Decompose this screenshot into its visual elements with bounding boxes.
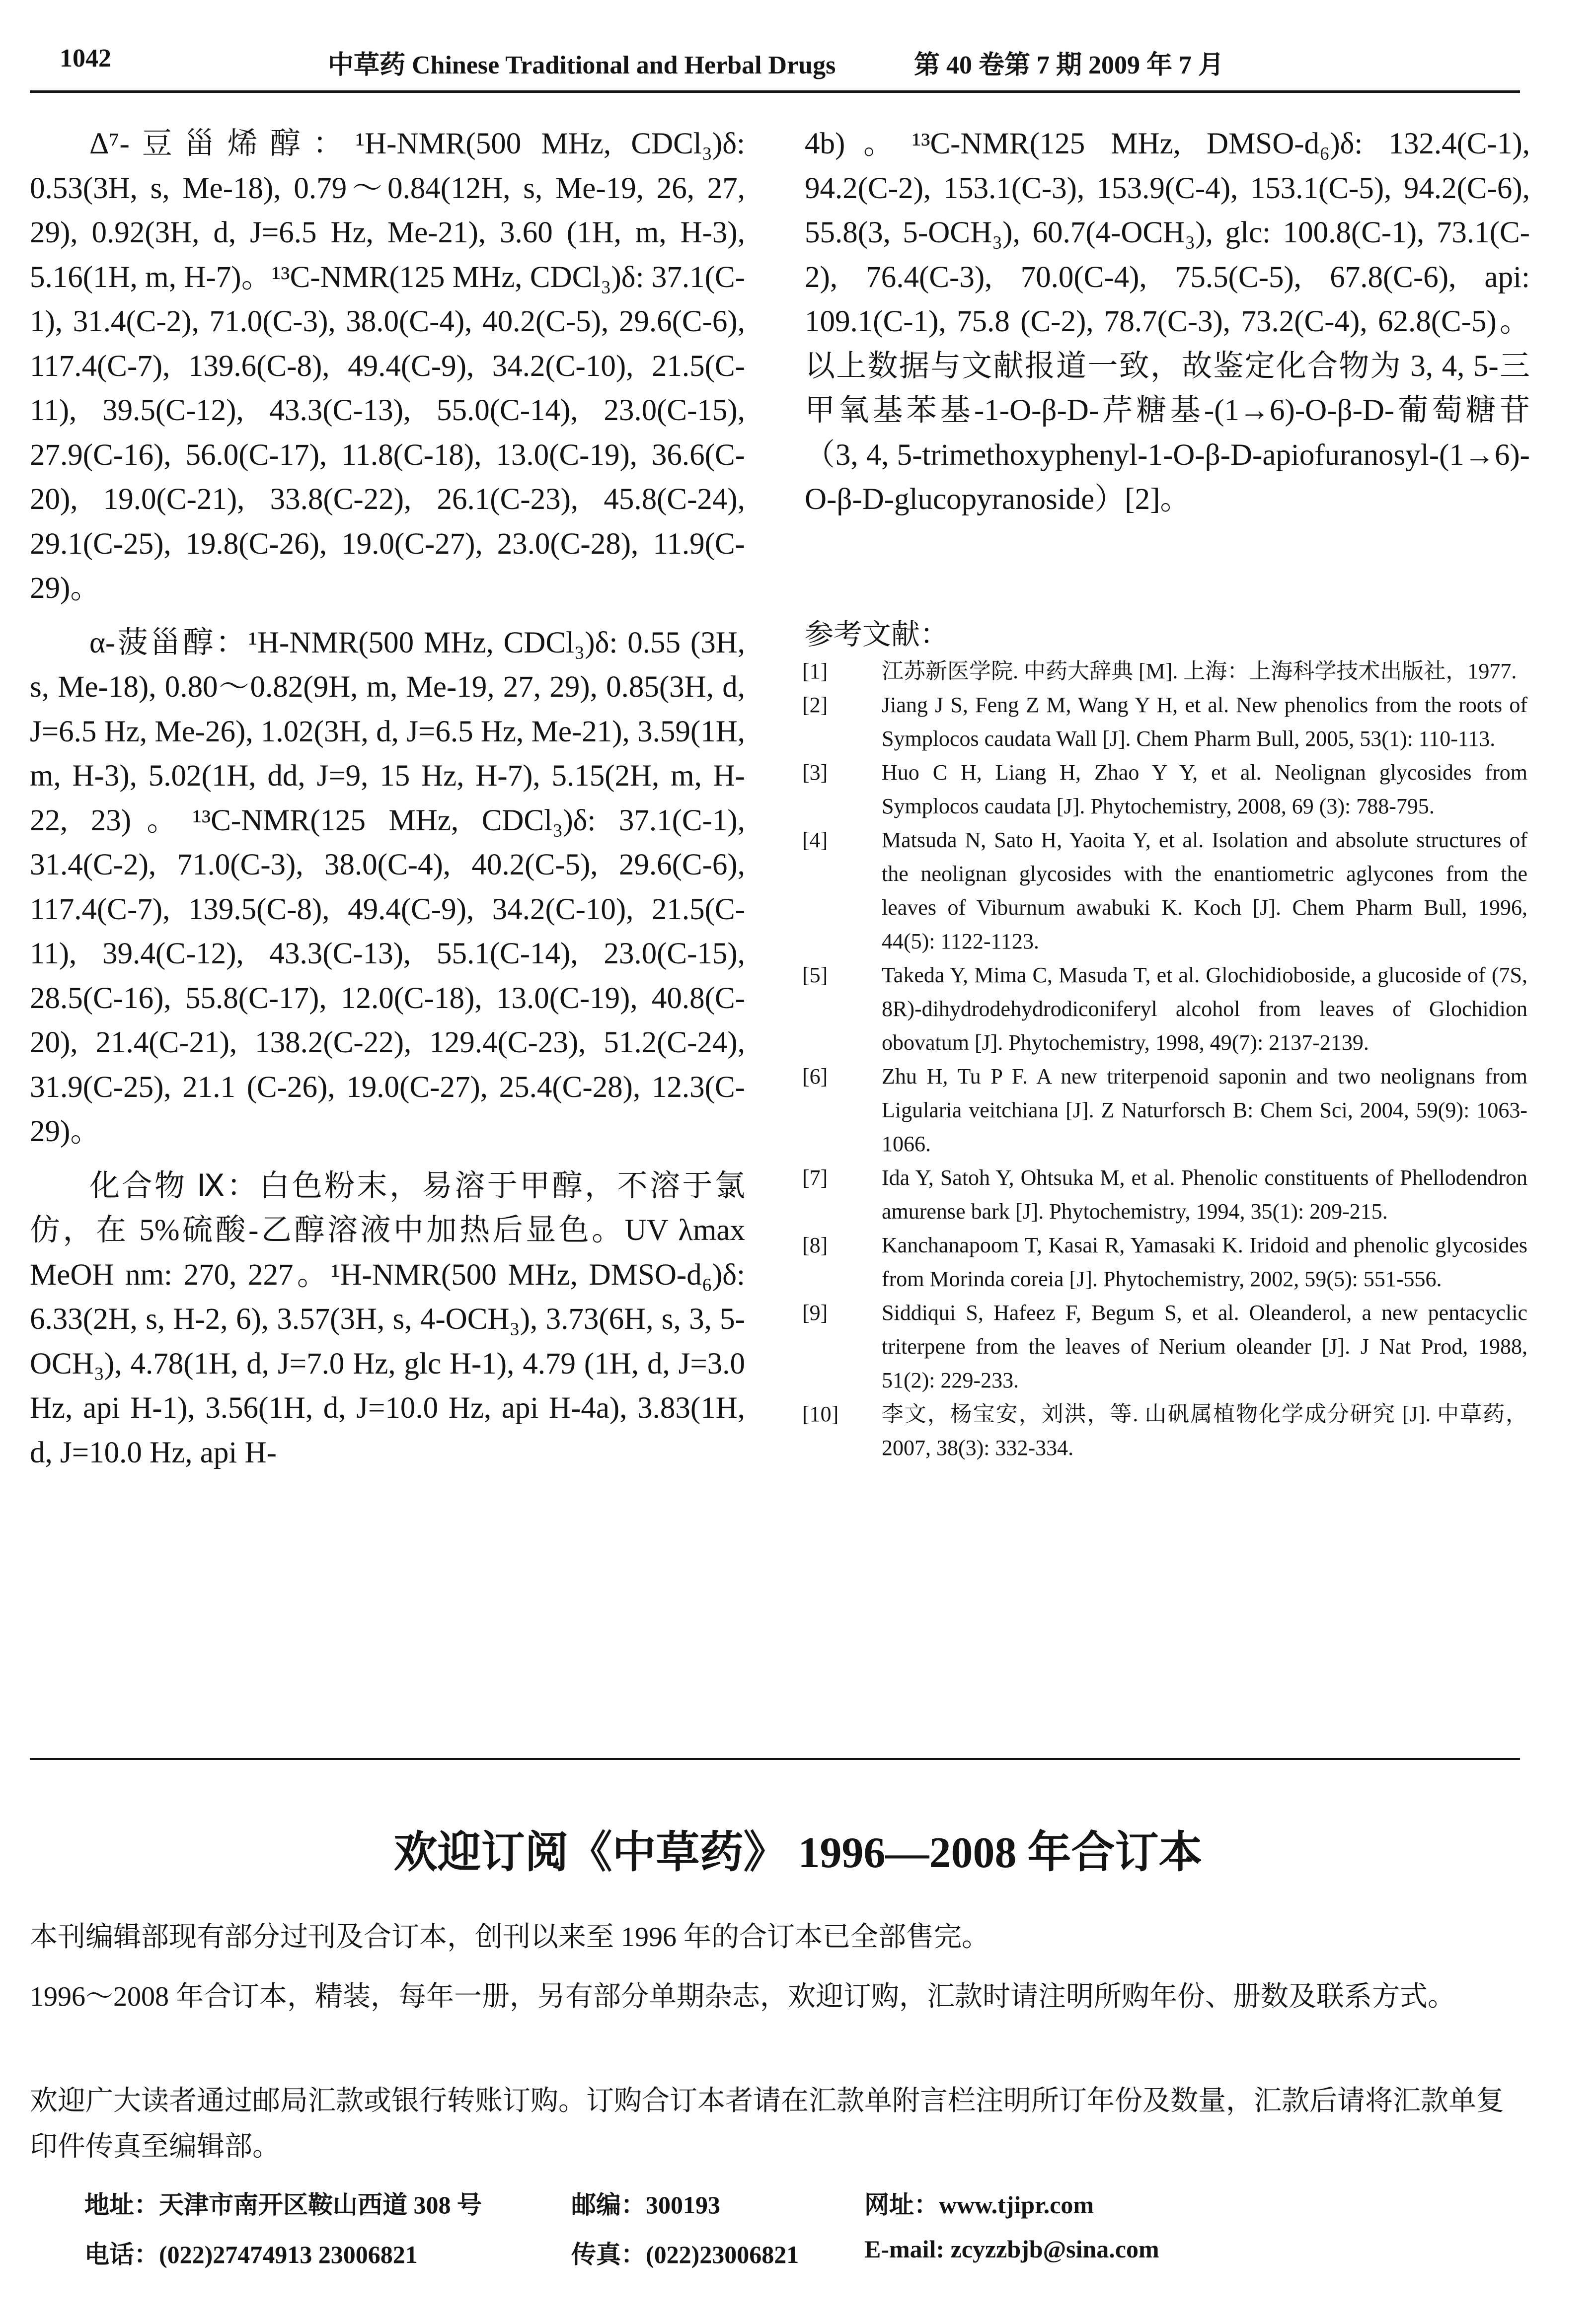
notice-paragraph: 欢迎广大读者通过邮局汇款或银行转账订购。订购合订本者请在汇款单附言栏注明所订年份及数量，汇款后请将汇款单复印件传真至编辑部。 [30, 2086, 1504, 2162]
reference-item [802, 823, 1527, 958]
reference-number: [10] [802, 1402, 839, 1426]
reference-item [802, 654, 1527, 688]
reference-item [802, 688, 1527, 756]
journal-title: 中草药 Chinese Traditional and Herbal Drugs [328, 51, 836, 79]
reference-text: Kanchanapoom T, Kasai R, Yamasaki K. Iridoid and phenolic glycosides from Morinda coreia [J]. Phytochemistry, 2002, 59(5): 551-556. [882, 1233, 1527, 1291]
references-heading: 参考文献： [805, 618, 949, 651]
header-rule [30, 90, 1520, 93]
reference-number: [1] [802, 659, 828, 683]
reference-number: [4] [802, 828, 828, 852]
reference-item [802, 1060, 1527, 1161]
notice-paragraph: 1996～2008 年合订本，精装，每年一册，另有部分单期杂志，欢迎订购，汇款时请注明所购年份、册数及联系方式。 [30, 1981, 1455, 2012]
left-column [30, 122, 745, 1475]
reference-item [802, 1229, 1527, 1296]
notice-title: 欢迎订阅《中草药》 1996—2008 年合订本 [393, 1829, 1203, 1877]
reference-text: Zhu H, Tu P F. A new triterpenoid saponin and two neolignans from Ligularia veitchiana [J]. Z Naturforsch B: Chem Sci, 2004, 59(9): 1063-1066. [882, 1064, 1527, 1156]
page-number: 1042 [60, 44, 111, 73]
running-header [30, 39, 1520, 83]
reference-list [802, 654, 1527, 1465]
reference-number: [5] [802, 963, 828, 987]
reference-text: Siddiqui S, Hafeez F, Begum S, et al. Oleanderol, a new pentacyclic triterpene from the leaves of Nerium oleander [J]. J Nat Prod, 1988, 51(2): 229-233. [882, 1301, 1527, 1392]
reference-text: Matsuda N, Sato H, Yaoita Y, et al. Isolation and absolute structures of the neolignan glycosides with the enantiometric aglycones from the leaves of Viburnum awabuki K. Koch [J]. Chem Pharm Bull, 1996, 44(5): 1122-1123. [882, 828, 1527, 953]
contact-website: 网址：www.tjipr.com [864, 2191, 1094, 2219]
section-divider [30, 1758, 1520, 1760]
reference-item [802, 1397, 1527, 1465]
reference-text: 李文，杨宝安，刘洪，等. 山矾属植物化学成分研究 [J]. 中草药，2007, 38(3): 332-334. [882, 1402, 1527, 1460]
paragraph: α-菠甾醇：¹H-NMR(500 MHz, CDCl₃)δ: 0.55 (3H, s, Me-18), 0.80～0.82(9H, m, Me-19, 27, 29), 0.85(3H, d, J=6.5 Hz, Me-26), 1.02(3H, d, J=6.5 Hz, Me-21), 3.59(1H, m, H-3), 5.02(1H, dd, J=9, 15 Hz, H-7), 5.15(2H, m, H-22, 23)。¹³C-NMR(125 MHz, CDCl₃)δ: 37.1(C-1), 31.4(C-2), 71.0(C-3), 38.0(C-4), 40.2(C-5), 29.6(C-6), 117.4(C-7), 139.5(C-8), 49.4(C-9), 34.2(C-10), 21.5(C-11), 39.4(C-12), 43.3(C-13), 55.1(C-14), 23.0(C-15), 28.5(C-16), 55.8(C-17), 12.0(C-18), 13.0(C-19), 40.8(C-20), 21.4(C-21), 138.2(C-22), 129.4(C-23), 51.2(C-24), 31.9(C-25), 21.1 (C-26), 19.0(C-27), 25.4(C-28), 12.3(C-29)。 [30, 626, 745, 1148]
reference-number: [3] [802, 760, 828, 785]
reference-number: [6] [802, 1064, 828, 1089]
reference-item [802, 958, 1527, 1060]
contact-address: 地址：天津市南开区鞍山西道 308 号 [84, 2191, 482, 2219]
reference-text: Huo C H, Liang H, Zhao Y Y, et al. Neolignan glycosides from Symplocos caudata [J]. Phytochemistry, 2008, 69 (3): 788-795. [882, 760, 1527, 818]
reference-text: Jiang J S, Feng Z M, Wang Y H, et al. New phenolics from the roots of Symplocos caudata Wall [J]. Chem Pharm Bull, 2005, 53(1): 110-113. [882, 693, 1527, 751]
reference-number: [2] [802, 693, 828, 717]
paragraph: Δ⁷-豆甾烯醇：¹H-NMR(500 MHz, CDCl₃)δ: 0.53(3H, s, Me-18), 0.79～0.84(12H, s, Me-19, 26, 27, 29), 0.92(3H, d, J=6.5 Hz, Me-21), 3.60 (1H, m, H-3), 5.16(1H, m, H-7)。¹³C-NMR(125 MHz, CDCl₃)δ: 37.1(C-1), 31.4(C-2), 71.0(C-3), 38.0(C-4), 40.2(C-5), 29.6(C-6), 117.4(C-7), 139.6(C-8), 49.4(C-9), 34.2(C-10), 21.5(C-11), 39.5(C-12), 43.3(C-13), 55.0(C-14), 23.0(C-15), 27.9(C-16), 56.0(C-17), 11.8(C-18), 13.0(C-19), 36.6(C-20), 19.0(C-21), 33.8(C-22), 26.1(C-23), 45.8(C-24), 29.1(C-25), 19.8(C-26), 19.0(C-27), 23.0(C-28), 11.9(C-29)。 [30, 127, 745, 605]
reference-item [802, 1296, 1527, 1397]
reference-number: [9] [802, 1301, 828, 1325]
right-column [805, 122, 1530, 522]
contact-fax: 传真：(022)23006821 [571, 2241, 799, 2268]
reference-number: [8] [802, 1233, 828, 1257]
contact-phone: 电话：(022)27474913 23006821 [84, 2241, 418, 2268]
contact-postcode: 邮编：300193 [571, 2191, 720, 2219]
reference-item [802, 756, 1527, 823]
reference-text: Ida Y, Satoh Y, Ohtsuka M, et al. Phenolic constituents of Phellodendron amurense bark [J]. Phytochemistry, 1994, 35(1): 209-215. [882, 1165, 1527, 1224]
paragraph: 4b)。¹³C-NMR(125 MHz, DMSO-d₆)δ: 132.4(C-1), 94.2(C-2), 153.1(C-3), 153.9(C-4), 153.1(C-5), 94.2(C-6), 55.8(3, 5-OCH₃), 60.7(4-OCH₃), glc: 100.8(C-1), 73.1(C-2), 76.4(C-3), 70.0(C-4), 75.5(C-5), 67.8(C-6), api: 109.1(C-1), 75.8 (C-2), 78.7(C-3), 73.2(C-4), 62.8(C-5)。以上数据与文献报道一致，故鉴定化合物为 3, 4, 5-三甲氧基苯基-1-O-β-D-芹糖基-(1→6)-O-β-D-葡萄糖苷（3, 4, 5-trimethoxyphenyl-1-O-β-D-apiofuranosyl-(1→6)-O-β-D-glucopyranoside）[2]。 [805, 127, 1530, 516]
notice-paragraph: 本刊编辑部现有部分过刊及合订本，创刊以来至 1996 年的合订本已全部售完。 [30, 1922, 989, 1953]
reference-text: Takeda Y, Mima C, Masuda T, et al. Glochidioboside, a glucoside of (7S, 8R)-dihydrodehydrodiconiferyl alcohol from leaves of Glochidion obovatum [J]. Phytochemistry, 1998, 49(7): 2137-2139. [882, 963, 1527, 1055]
reference-text: 江苏新医学院. 中药大辞典 [M]. 上海：上海科学技术出版社，1977. [882, 659, 1517, 683]
issue-info: 第 40 卷第 7 期 2009 年 7 月 [914, 51, 1224, 79]
reference-number: [7] [802, 1165, 828, 1190]
contact-email: E-mail: zcyzzbjb@sina.com [864, 2235, 1159, 2263]
paragraph: 化合物 Ⅸ：白色粉末，易溶于甲醇，不溶于氯仿，在 5%硫酸-乙醇溶液中加热后显色。UV λmax MeOH nm: 270, 227。¹H-NMR(500 MHz, DMSO-d₆)δ: 6.33(2H, s, H-2, 6), 3.57(3H, s, 4-OCH₃), 3.73(6H, s, 3, 5-OCH₃), 4.78(1H, d, J=7.0 Hz, glc H-1), 4.79 (1H, d, J=3.0 Hz, api H-1), 3.56(1H, d, J=10.0 Hz, api H-4a), 3.83(1H, d, J=10.0 Hz, api H- [30, 1169, 745, 1469]
reference-item [802, 1161, 1527, 1229]
